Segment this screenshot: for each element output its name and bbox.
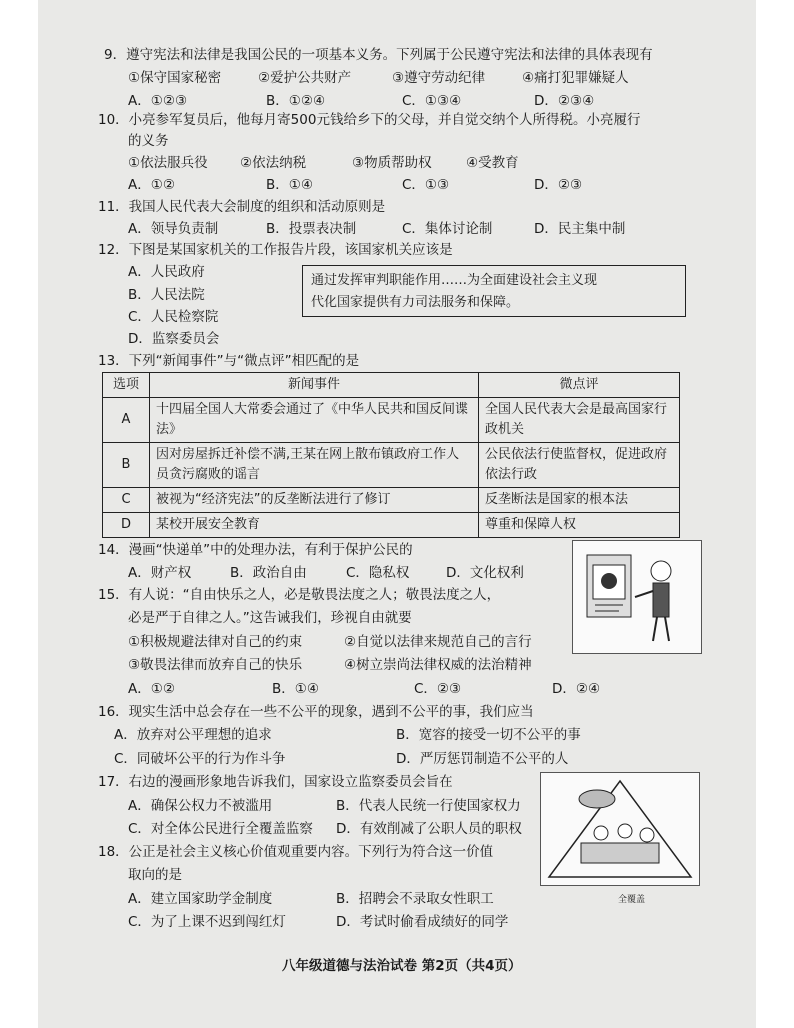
q15-item-3: ③敬畏法律而放弃自己的快乐 <box>128 657 303 673</box>
table-row <box>103 488 680 513</box>
table-header-row <box>103 373 680 398</box>
q15-option-a: A．①② <box>128 681 175 697</box>
q12-option-a: A．人民政府 <box>128 264 205 280</box>
row-event: 因对房屋拆迁补偿不满,王某在网上散布镇政府工作人员贪污腐败的谣言 <box>150 443 479 488</box>
q14-option-b: B．政治自由 <box>230 565 307 581</box>
q9-option-c: C．①③④ <box>402 93 462 109</box>
q18-option-b: B．招聘会不录取女性职工 <box>336 891 494 907</box>
row-option: C <box>103 488 150 513</box>
row-comment: 尊重和保障人权 <box>479 513 680 538</box>
row-event: 十四届全国人大常委会通过了《中华人民共和国反间谍法》 <box>150 398 479 443</box>
q18-option-a: A．建立国家助学金制度 <box>128 891 273 907</box>
question-9-stem: 9．遵守宪法和法律是我国公民的一项基本义务。下列属于公民遵守宪法和法律的具体表现有 <box>104 47 653 63</box>
cartoon-illustration <box>573 541 701 653</box>
q9-item-2: ②爱护公共财产 <box>258 70 352 86</box>
table-row <box>103 513 680 538</box>
q18-option-c: C．为了上课不迟到闯红灯 <box>128 914 286 930</box>
q10-option-c: C．①③ <box>402 177 450 193</box>
question-11-stem: 11．我国人民代表大会制度的组织和活动原则是 <box>98 199 386 215</box>
q18-option-d: D．考试时偷看成绩好的同学 <box>336 914 509 930</box>
q11-option-a: A．领导负责制 <box>128 221 219 237</box>
q9-item-1: ①保守国家秘密 <box>128 70 222 86</box>
question-17-stem: 17．右边的漫画形象地告诉我们，国家设立监察委员会旨在 <box>98 774 453 790</box>
q16-option-c: C．同破坏公平的行为作斗争 <box>114 751 286 767</box>
q14-option-a: A．财产权 <box>128 565 192 581</box>
row-option: A <box>103 398 150 443</box>
q10-item-1: ①依法服兵役 <box>128 155 208 171</box>
row-comment: 公民依法行使监督权，促进政府依法行政 <box>479 443 680 488</box>
q16-option-d: D．严厉惩罚制造不公平的人 <box>396 751 569 767</box>
q12-option-b: B．人民法院 <box>128 287 205 303</box>
q15-item-1: ①积极规避法律对自己的约束 <box>128 634 303 650</box>
question-13-stem: 13．下列“新闻事件”与“微点评”相匹配的是 <box>98 353 360 369</box>
q17-option-c: C．对全体公民进行全覆盖监察 <box>128 821 313 837</box>
q10-item-3: ③物质帮助权 <box>352 155 432 171</box>
q16-option-a: A．放弃对公平理想的追求 <box>114 727 272 743</box>
row-event: 被视为“经济宪法”的反垄断法进行了修订 <box>150 488 479 513</box>
page-footer: 八年级道德与法治试卷 第2页（共4页） <box>282 958 522 974</box>
q13-table <box>102 372 680 538</box>
question-15-stem-cont: 必是严于自律之人。”这告诫我们，珍视自由就要 <box>128 610 412 626</box>
q10-item-2: ②依法纳税 <box>240 155 307 171</box>
row-event: 某校开展安全教育 <box>150 513 479 538</box>
report-excerpt-box <box>302 265 686 317</box>
q11-option-c: C．集体讨论制 <box>402 221 493 237</box>
q9-option-b: B．①②④ <box>266 93 326 109</box>
question-15-stem: 15．有人说：“自由快乐之人，必是敬畏法度之人；敬畏法度之人， <box>98 587 501 603</box>
q12-option-c: C．人民检察院 <box>128 309 219 325</box>
q10-option-a: A．①② <box>128 177 175 193</box>
cartoon-illustration <box>541 773 699 885</box>
q10-option-b: B．①④ <box>266 177 313 193</box>
header-news-event: 新闻事件 <box>150 373 479 398</box>
q9-option-d: D．②③④ <box>534 93 595 109</box>
q9-item-4: ④痛打犯罪嫌疑人 <box>522 70 629 86</box>
q15-option-c: C．②③ <box>414 681 462 697</box>
question-10-stem-cont: 的义务 <box>128 133 169 149</box>
question-18-stem-cont: 取向的是 <box>128 867 182 883</box>
table-row <box>103 398 680 443</box>
q14-option-c: C．隐私权 <box>346 565 410 581</box>
q17-option-d: D．有效削减了公职人员的职权 <box>336 821 522 837</box>
q15-option-d: D．②④ <box>552 681 601 697</box>
report-excerpt-line-2: 代化国家提供有力司法服务和保障。 <box>311 295 520 310</box>
express-waybill-cartoon <box>572 540 702 654</box>
q15-item-2: ②自觉以法律来规范自己的言行 <box>344 634 532 650</box>
question-10-stem: 10．小亮参军复员后，他每月寄500元钱给乡下的父母，并自觉交纳个人所得税。小亮履行 <box>98 112 641 128</box>
row-comment: 全国人民代表大会是最高国家行政机关 <box>479 398 680 443</box>
q15-item-4: ④树立崇尚法律权威的法治精神 <box>344 657 532 673</box>
q9-option-a: A．①②③ <box>128 93 188 109</box>
question-18-stem: 18．公正是社会主义核心价值观重要内容。下列行为符合这一价值 <box>98 844 494 860</box>
row-option: B <box>103 443 150 488</box>
q17-option-a: A．确保公权力不被滥用 <box>128 798 273 814</box>
row-option: D <box>103 513 150 538</box>
q16-option-b: B．宽容的接受一切不公平的事 <box>396 727 581 743</box>
q15-option-b: B．①④ <box>272 681 319 697</box>
header-option: 选项 <box>103 373 150 398</box>
cartoon-caption: 全覆盖 <box>618 895 646 905</box>
question-14-stem: 14．漫画“快递单”中的处理办法，有利于保护公民的 <box>98 542 413 558</box>
q11-option-b: B．投票表决制 <box>266 221 357 237</box>
report-excerpt-line-1: 通过发挥审判职能作用……为全面建设社会主义现 <box>311 273 598 288</box>
q10-option-d: D．②③ <box>534 177 583 193</box>
row-comment: 反垄断法是国家的根本法 <box>479 488 680 513</box>
q14-option-d: D．文化权利 <box>446 565 524 581</box>
q17-option-b: B．代表人民统一行使国家权力 <box>336 798 521 814</box>
supervision-cartoon <box>540 772 700 886</box>
question-12-stem: 12．下图是某国家机关的工作报告片段，该国家机关应该是 <box>98 242 453 258</box>
q9-item-3: ③遵守劳动纪律 <box>392 70 486 86</box>
header-comment: 微点评 <box>479 373 680 398</box>
q10-item-4: ④受教育 <box>466 155 519 171</box>
q12-option-d: D．监察委员会 <box>128 331 220 347</box>
question-16-stem: 16．现实生活中总会存在一些不公平的现象，遇到不公平的事，我们应当 <box>98 704 534 720</box>
q11-option-d: D．民主集中制 <box>534 221 626 237</box>
table-row <box>103 443 680 488</box>
